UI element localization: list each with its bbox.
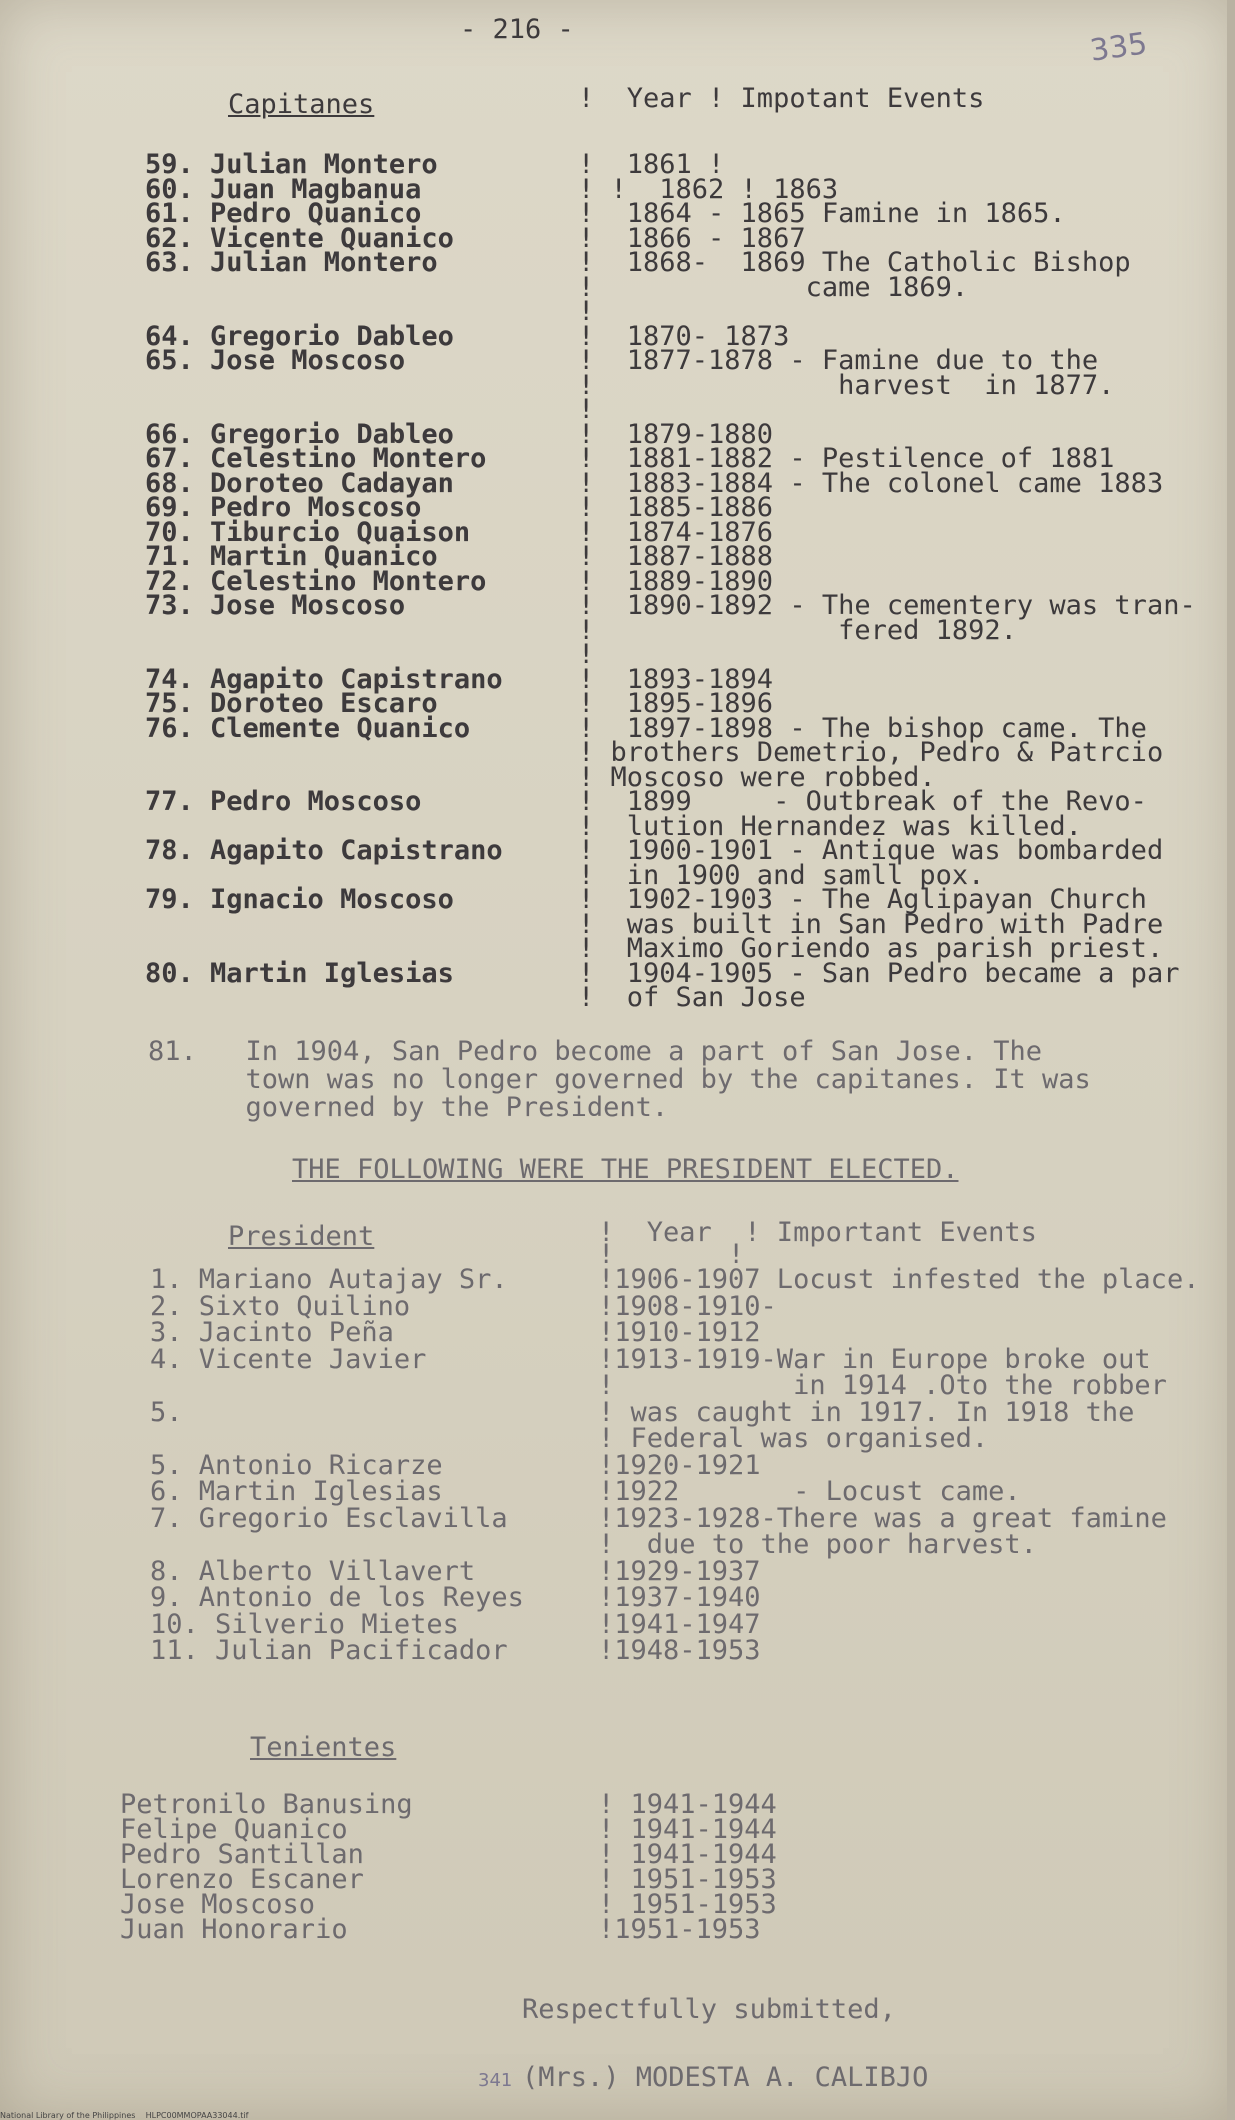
row-entry: ! 1870- 1873 xyxy=(578,320,790,352)
president-header: President xyxy=(228,1221,375,1252)
row-name: 79. Ignacio Moscoso xyxy=(145,884,454,915)
row-entry: ! ! 1862 ! 1863 xyxy=(578,173,839,205)
capitanes-header: Capitanes xyxy=(228,89,375,120)
row-name: 64. Gregorio Dableo xyxy=(145,320,454,352)
row-name: 11. Julian Pacificador xyxy=(150,1635,508,1666)
row-name: 3. Jacinto Peña xyxy=(150,1317,394,1348)
row-name: 10. Silverio Mietes xyxy=(150,1608,459,1640)
row-name: 1. Mariano Autajay Sr. xyxy=(150,1264,508,1295)
row-entry: ! 1885-1886 xyxy=(578,492,774,523)
row-entry: ! 1893-1894 xyxy=(578,663,774,695)
row-name: Juan Honorario xyxy=(120,1914,348,1945)
row-entry: ! xyxy=(578,296,595,327)
row-name: 7. Gregorio Esclavilla xyxy=(150,1502,508,1534)
row-name: 67. Celestino Montero xyxy=(145,443,487,474)
row-name: 9. Antonio de los Reyes xyxy=(150,1582,524,1613)
row-entry: ! 1941-1944 xyxy=(598,1789,777,1820)
row-entry: ! 1941-1944 xyxy=(598,1839,777,1870)
row-name: 74. Agapito Capistrano xyxy=(145,663,503,695)
paragraph-line: governed by the President. xyxy=(148,1092,669,1123)
page-number: - 216 - xyxy=(460,14,574,45)
row-entry: ! 1890-1892 - The cementery was tran- xyxy=(578,590,1196,621)
signature-number: 341 xyxy=(478,2070,513,2091)
page-edge xyxy=(1227,0,1235,2120)
row-entry: ! brothers Demetrio, Pedro & Patrcio xyxy=(578,737,1164,768)
row-entry: ! 1904-1905 - San Pedro became a par xyxy=(578,957,1180,989)
row-entry: ! 1951-1953 xyxy=(598,1864,777,1895)
row-entry: ! 1879-1880 xyxy=(578,418,774,450)
row-entry: !1951-1953 xyxy=(598,1914,761,1945)
row-name: 72. Celestino Montero xyxy=(145,565,487,597)
row-name: Pedro Santillan xyxy=(120,1839,364,1870)
row-name: 2. Sixto Quilino xyxy=(150,1290,411,1322)
row-name: 6. Martin Iglesias xyxy=(150,1476,443,1507)
row-name: 68. Doroteo Cadayan xyxy=(145,467,454,499)
row-name: 65. Jose Moscoso xyxy=(145,345,406,376)
row-entry: ! 1883-1884 - The colonel came 1883 xyxy=(578,467,1164,499)
row-name: 80. Martin Iglesias xyxy=(145,957,454,989)
row-entry: ! of San Jose xyxy=(578,982,806,1013)
row-entry: ! 1874-1876 xyxy=(578,516,774,548)
row-entry: ! Moscoso were robbed. xyxy=(578,761,936,793)
row-entry: ! 1864 - 1865 Famine in 1865. xyxy=(578,198,1066,229)
row-entry: ! 1902-1903 - The Aglipayan Church xyxy=(578,884,1147,915)
row-entry: ! was caught in 1917. In 1918 the xyxy=(598,1396,1135,1428)
row-name: 78. Agapito Capistrano xyxy=(145,835,503,866)
closing-line: Respectfully submitted, xyxy=(522,1994,896,2025)
row-name: 73. Jose Moscoso xyxy=(145,590,406,621)
row-entry: ! 1900-1901 - Antique was bombarded xyxy=(578,835,1164,866)
row-entry: ! due to the poor harvest. xyxy=(598,1529,1037,1560)
row-entry: !1913-1919-War in Europe broke out xyxy=(598,1343,1151,1375)
presidents-title: THE FOLLOWING WERE THE PRESIDENT ELECTED. xyxy=(292,1154,959,1185)
row-entry: ! 1861 ! xyxy=(578,149,725,180)
row-entry: !1929-1937 xyxy=(598,1555,761,1587)
tenientes-header: Tenientes xyxy=(250,1732,397,1763)
row-name: 70. Tiburcio Quaison xyxy=(145,516,471,548)
row-name: 76. Clemente Quanico xyxy=(145,712,471,744)
row-entry: ! Maximo Goriendo as parish priest. xyxy=(578,933,1164,964)
row-entry: ! xyxy=(578,639,595,670)
row-name: 5. Antonio Ricarze xyxy=(150,1449,443,1481)
row-name: 75. Doroteo Escaro xyxy=(145,688,438,719)
row-entry: ! 1889-1890 xyxy=(578,565,774,597)
archive-footer: National Library of the Philippines HLPC00MMOPAA33044.tif xyxy=(0,2111,249,2120)
row-entry: ! 1899 - Outbreak of the Revo- xyxy=(578,786,1147,817)
row-name: Felipe Quanico xyxy=(120,1814,348,1845)
row-name: Petronilo Banusing xyxy=(120,1789,413,1820)
row-entry: !1922 - Locust came. xyxy=(598,1476,1021,1507)
row-entry: !1923-1928-There was a great famine xyxy=(598,1502,1167,1534)
row-entry: ! lution Hernandez was killed. xyxy=(578,810,1082,842)
row-entry: ! fered 1892. xyxy=(578,614,1017,646)
row-name: 60. Juan Magbanua xyxy=(145,173,422,205)
row-name: Lorenzo Escaner xyxy=(120,1864,364,1895)
signature: (Mrs.) MODESTA A. CALIBJO xyxy=(522,2062,929,2093)
row-name: 77. Pedro Moscoso xyxy=(145,786,422,817)
row-name: 59. Julian Montero xyxy=(145,149,438,180)
row-entry: ! Federal was organised. xyxy=(598,1423,989,1454)
row-name: 8. Alberto Villavert xyxy=(150,1555,476,1587)
president-column-header: ! Year ! Important Events xyxy=(598,1217,1037,1248)
row-entry: ! 1887-1888 xyxy=(578,541,774,572)
row-entry: ! 1866 - 1867 xyxy=(578,222,806,254)
row-entry: ! was built in San Pedro with Padre xyxy=(578,908,1164,940)
row-name: 62. Vicente Quanico xyxy=(145,222,454,254)
row-entry: !1948-1953 xyxy=(598,1635,761,1666)
row-entry: ! 1941-1944 xyxy=(598,1814,777,1845)
row-entry: !1941-1947 xyxy=(598,1608,761,1640)
row-entry: ! 1881-1882 - Pestilence of 1881 xyxy=(578,443,1115,474)
row-entry: ! came 1869. xyxy=(578,271,969,303)
row-name: 66. Gregorio Dableo xyxy=(145,418,454,450)
row-name: 69. Pedro Moscoso xyxy=(145,492,422,523)
president-column-divider: ! ! xyxy=(598,1239,745,1270)
row-name: 71. Martin Quanico xyxy=(145,541,438,572)
row-entry: ! 1895-1896 xyxy=(578,688,774,719)
row-entry: ! xyxy=(578,394,595,425)
row-entry: ! harvest in 1877. xyxy=(578,369,1115,401)
paragraph-line: 81. In 1904, San Pedro become a part of San Jose. The xyxy=(148,1036,1043,1067)
row-name: 63. Julian Montero xyxy=(145,247,438,278)
row-entry: ! in 1914 .Oto the robber xyxy=(598,1370,1167,1401)
row-entry: ! 1897-1898 - The bishop came. The xyxy=(578,712,1147,744)
row-entry: !1910-1912 xyxy=(598,1317,761,1348)
row-entry: !1920-1921 xyxy=(598,1449,761,1481)
row-entry: !1906-1907 Locust infested the place. xyxy=(598,1264,1200,1295)
row-name: 61. Pedro Quanico xyxy=(145,198,422,229)
row-name: Jose Moscoso xyxy=(120,1889,316,1920)
row-entry: ! in 1900 and samll pox. xyxy=(578,859,985,891)
row-name: 4. Vicente Javier xyxy=(150,1343,427,1375)
row-entry: !1908-1910- xyxy=(598,1290,777,1322)
row-name: 5. xyxy=(150,1396,183,1428)
row-entry: !1937-1940 xyxy=(598,1582,761,1613)
capitanes-column-header: ! Year ! Impotant Events xyxy=(578,83,985,114)
paragraph-line: town was no longer governed by the capitanes. It was xyxy=(148,1064,1091,1095)
handwritten-page-number: 335 xyxy=(1087,26,1150,69)
row-entry: ! 1951-1953 xyxy=(598,1889,777,1920)
row-entry: ! 1877-1878 - Famine due to the xyxy=(578,345,1099,376)
row-entry: ! 1868- 1869 The Catholic Bishop xyxy=(578,247,1131,278)
